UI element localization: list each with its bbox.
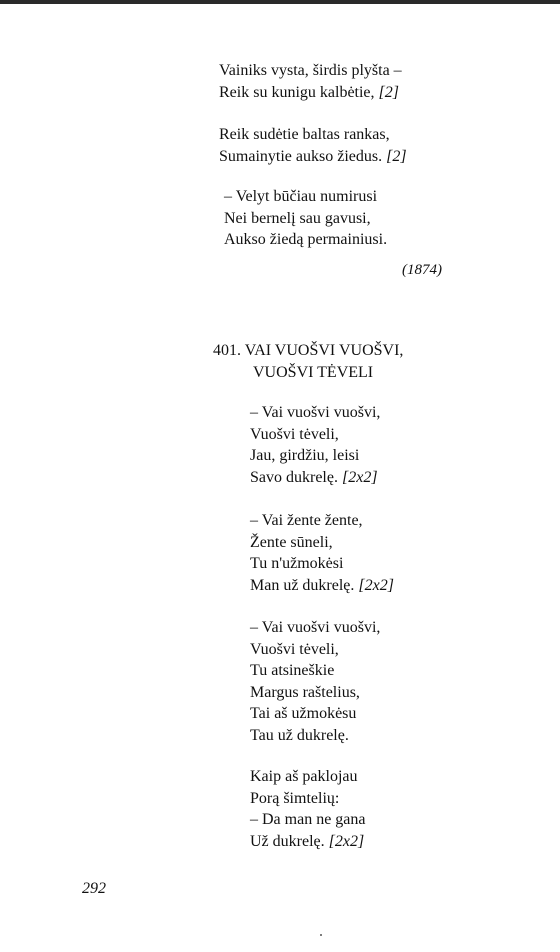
verse-line: Jau, girdžiu, leisi — [250, 447, 360, 464]
song-title-line2: VUOŠVI TĖVELI — [253, 363, 374, 381]
verse-line: – Da man ne gana — [250, 811, 366, 828]
stanza — [250, 402, 380, 488]
song-title — [213, 340, 403, 383]
verse-line: Tu atsineškie — [250, 662, 335, 679]
stanza — [219, 124, 407, 167]
verse-line: Žente sūneli, — [250, 533, 333, 551]
stanza — [224, 186, 387, 251]
verse-line: Vuošvi tėveli, — [250, 640, 339, 658]
page-number: 292 — [82, 880, 106, 897]
verse-line: Vainiks vysta, širdis plyšta – — [219, 62, 402, 79]
verse-line: Reik su kunigu kalbėtie, [2] — [219, 83, 399, 101]
verse-line: Porą šimtelių: — [250, 789, 340, 807]
verse-line: Savo dukrelę. [2x2] — [250, 468, 378, 486]
scan-speck — [320, 934, 322, 936]
stanza — [219, 60, 402, 103]
verse-line: Man už dukrelę. [2x2] — [250, 576, 394, 594]
verse-line: Už dukrelę. [2x2] — [250, 832, 365, 850]
verse-line: Aukso žiedą permainiusi. — [224, 231, 388, 248]
verse-line: Tai aš užmokėsu — [250, 705, 357, 722]
poem-year: (1874) — [402, 262, 442, 278]
verse-line: – Vai žente žente, — [250, 512, 363, 529]
verse-line: Kaip aš paklojau — [250, 768, 358, 785]
repeat-marker: [2] — [378, 83, 399, 101]
repeat-marker: [2x2] — [328, 832, 365, 850]
verse-line: Tu n'užmokėsi — [250, 555, 344, 572]
repeat-marker: [2x2] — [341, 468, 378, 486]
stanza — [250, 617, 380, 746]
top-edge-rule — [0, 0, 560, 4]
stanza — [250, 766, 366, 852]
verse-line: Nei bernelį sau gavusi, — [224, 209, 371, 227]
verse-line: Sumainytie aukso žiedus. [2] — [219, 147, 407, 165]
verse-line: – Vai vuošvi vuošvi, — [250, 619, 381, 636]
stanza — [250, 510, 394, 596]
verse-line: Reik sudėtie baltas rankas, — [219, 126, 390, 143]
song-title-line1: 401. VAI VUOŠVI VUOŠVI, — [213, 342, 404, 359]
verse-line: Vuošvi tėveli, — [250, 425, 339, 443]
repeat-marker: [2x2] — [358, 576, 394, 594]
verse-line: – Vai vuošvi vuošvi, — [250, 404, 381, 421]
repeat-marker: [2] — [386, 147, 407, 165]
verse-line: – Velyt būčiau numirusi — [224, 188, 378, 205]
verse-line: Margus raštelius, — [250, 683, 360, 701]
verse-line: Tau už dukrelę. — [250, 726, 349, 744]
